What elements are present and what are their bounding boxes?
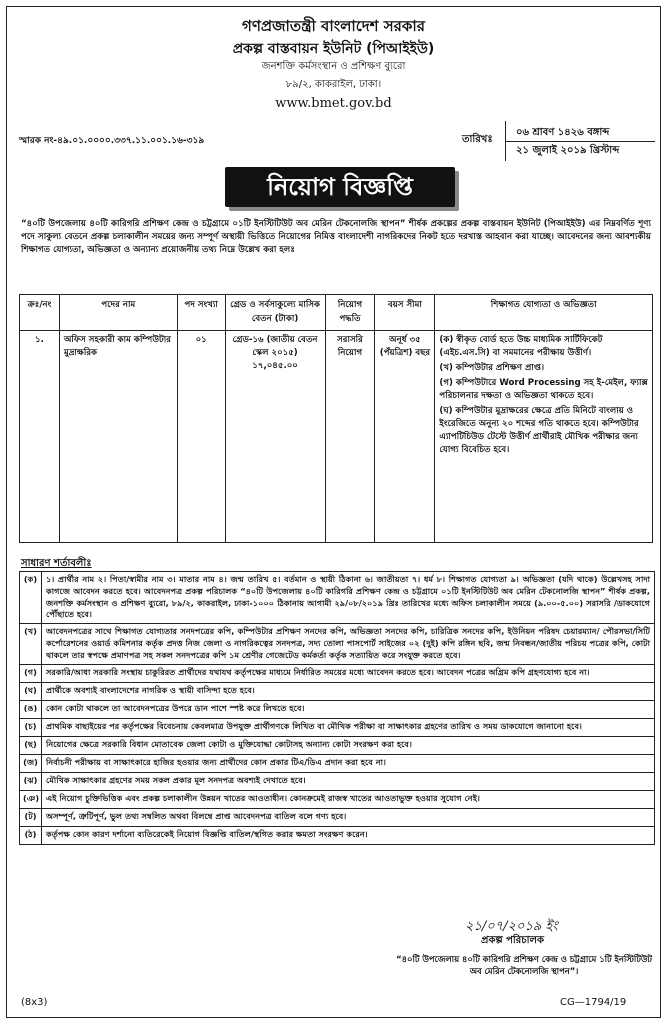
unit-heading: প্রকল্প বাস্তবায়ন ইউনিট (পিআইইউ) [232,41,435,57]
qualification-item: (খ) কম্পিউটার প্রশিক্ষণ প্রাপ্ত। [439,363,545,373]
term-item [19,683,655,701]
date-english: ২১ জুলাই ২০১৯ খ্রিস্টাব্দ [516,145,620,156]
col-count: পদ সংখ্যা [177,295,225,331]
term-item [19,665,655,683]
term-item [19,755,655,773]
term-item [19,624,655,664]
website-link[interactable]: www.bmet.gov.bd [275,96,392,111]
term-key: (ঞ) [20,791,42,808]
signer-project: “৪০টি উপজেলায় ৪০টি কারিগরি প্রশিক্ষণ কেন্দ্র ও চট্টগ্রামে ১টি ইনস্টিটিউট অব মেরিন টেকনোলজি স্থাপন”। [396,954,652,976]
term-key: (চ) [20,719,42,736]
address-line: ৮৯/২, কাকরাইল, ঢাকা। [285,79,382,90]
term-key: (ছ) [20,737,42,754]
term-item [19,571,655,624]
term-item [19,773,655,791]
government-heading: গণপ্রজাতন্ত্রী বাংলাদেশ সরকার [242,17,425,35]
qualification-item: (গ) কম্পিউটারে Word Processing সহ ই-মেইল, ফ্যাক্স পরিচালনার দক্ষতা ও অভিজ্ঞতা থাকতে হবে। [439,378,648,401]
vacancy-table [19,294,653,543]
bureau-heading: জনশক্তি কর্মসংস্থান ও প্রশিক্ষণ ব্যুরো [261,61,406,72]
term-text: কোন কোটা থাকলে তা আবেদনপত্রের উপরে ডান পাশে স্পষ্ট করে লিখতে হবে। [46,702,305,713]
term-item [19,827,655,845]
ad-code: CG—1794/19 [560,997,627,1008]
col-age: বয়স সীমা [375,295,435,331]
term-item [19,791,655,809]
term-item [19,809,655,827]
table-row [20,331,653,543]
term-key: (ক) [20,572,42,623]
cell-serial: ১. [20,331,60,543]
term-text: আবেদনপত্রের সাথে শিক্ষাগত যোগ্যতার সনদপত্রের কপি, কম্পিউটার প্রশিক্ষণ সনদের কপি, অভিজ্ঞতা সনদের কপি, চারিত্রিক সনদের কপি, ইউনিয়ন পরিষদ চেয়ারম্যান/ পৌরসভা/সিটি কর্পোরেশনের ওয়ার্ড কমিশনার কর্তৃক প্রদত্ত নিজ জেলা ও নাগরিকত্বের সনদপত্র, সদ্য তোলা পাসপোর্ট সাইজের ০২ (দুই) কপি রঙ্গিন ছবি, জন্ম নিবন্ধন/জাতীয় পরিচয় পত্রের কপি, কোটা থাকলে তার স্বপক্ষে প্রমাণপত্র সহ সকল সনদপত্রের কপি ১ম শ্রেণীর গেজেটেড কর্মকর্তা কর্তৃক সত্যায়িত করে সংযুক্ত করতে হবে। [46,626,650,660]
term-item [19,701,655,719]
cell-qualifications [435,331,653,543]
qualification-item: (ক) স্বীকৃত বোর্ড হতে উচ্চ মাধ্যমিক সার্টিফিকেট (এইচ.এস.সি) বা সমমানের পরীক্ষায় উত্তীর্ণ। [439,335,603,358]
term-text: অসম্পূর্ণ, ত্রুটিপূর্ণ, ভুল তথ্য সম্বলিত অথবা বিলম্বে প্রাপ্ত আবেদনপত্র বাতিল বলে গণ্য হবে। [46,810,347,821]
ad-size: (8x3) [21,997,48,1008]
term-text: মৌখিক সাক্ষাৎকার গ্রহণের সময় সকল প্রকার মূল সনদপত্র অবশ্যই দেখাতে হবে। [46,774,306,785]
term-item [19,719,655,737]
term-key: (ঙ) [20,701,42,718]
date-bangla: ০৬ শ্রাবণ ১৪২৬ বঙ্গাব্দ [516,127,610,138]
notice-title: নিয়োগ বিজ্ঞপ্তি [225,167,455,207]
cell-age: অনূর্ধ ৩৫ (পঁয়ত্রিশ) বছর [375,331,435,543]
qualification-item: (ঘ) কম্পিউটার মুদ্রাক্ষরের ক্ষেত্রে প্রতি মিনিটে বাংলায় ও ইংরেজিতে অনুন্য ২০ শব্দের গতি থাকতে হবে। কম্পিউটার এ্যাপটিচিউড টেস্টে উত্তীর্ণ প্রার্থীরাই মৌখিক পরীক্ষার জন্য যোগ্য বিবেচিত হবে। [439,406,639,455]
term-key: (ট) [20,809,42,826]
term-key: (ঠ) [20,827,42,844]
col-qualification: শিক্ষাগত যোগ্যতা ও অভিজ্ঞতা [435,295,653,331]
signer-title: প্রকল্প পরিচালক [481,935,544,946]
term-key: (ঝ) [20,773,42,790]
col-method: নিয়োগ পদ্ধতি [325,295,375,331]
memo-number: স্মারক নং-৪৯.০১.০০০০.৩৩৭.১১.০০১.১৬-৩১৯ [19,136,205,146]
table-header-row [20,295,653,331]
term-key: (জ) [20,755,42,772]
term-key: (খ) [20,624,42,663]
date-divider [505,141,655,142]
term-item [19,737,655,755]
intro-paragraph: “৪০টি উপজেলায় ৪০টি কারিগরি প্রশিক্ষণ কেন্দ্র ও চট্টগ্রামে ০১টি ইনস্টিটিউট অব মেরিন টেকনোলজি স্থাপন” শীর্ষক প্রকল্পের প্রকল্প বাস্তবায়ন ইউনিট (পিআইইউ) এর নিম্নবর্ণিত শূণ্য পদে সাকুল্য বেতনে প্রকল্প চলাকালীন সময়ের জন্য সম্পূর্ণ অস্থায়ী ভিত্তিতে নিয়োগের নিমিত্ত বাংলাদেশী নাগরিকদের নিকট হতে দরখাস্ত আহবান করা যাচ্ছে। আবেদনের জন্য আবশ্যকীয় শিক্ষাগত যোগ্যতা, অভিজ্ঞতা ও অন্যান্য প্রয়োজনীয় তথ্য নিম্নে উল্লেখ করা হলঃ [21,219,651,255]
term-text: নির্বাচনী পরীক্ষায় বা সাক্ষাৎকারে হাজির হওয়ার জন্য প্রার্থীদের কোন প্রকার টিএ/ডিএ প্রদান করা হবে না। [46,756,386,767]
term-text: প্রাথমিক বাছাইয়ের পর কর্তৃপক্ষের বিবেচনায় কেবলমাত্র উপযুক্ত প্রার্থীগণকে লিখিত বা মৌখিক পরীক্ষা বা সাক্ষাৎকার গ্রহণের তারিখ ও সময় ডাকযোগে জানানো হবে। [46,720,582,731]
signature: ২১/০৭/২০১৯ ইং [465,919,558,934]
cell-post: অফিস সহকারী কাম কম্পিউটার মুদ্রাক্ষরিক [59,331,177,543]
terms-heading: সাধারণ শর্তাবলীঃ [21,558,92,569]
cell-method: সরাসরি নিয়োগ [325,331,375,543]
term-text: কর্তৃপক্ষ কোন কারণ দর্শানো ব্যতিরেকেই নিয়োগ বিজ্ঞপ্তি বাতিল/স্থগিত করার ক্ষমতা সংরক্ষণ করেন। [46,828,368,839]
term-key: (গ) [20,665,42,682]
col-serial: ক্রঃ/নং [20,295,60,331]
date-label: তারিখঃ [462,134,493,145]
col-grade: গ্রেড ও সর্বসাকুল্যে মাসিক বেতন (টাকা) [225,295,325,331]
term-text: এই নিয়োগ চুক্তিভিত্তিক এবং প্রকল্প চলাকালীন উন্নয়ন খাতের আওতাধীন। কোনক্রমেই রাজস্ব খাতের আওতাভুক্ত হওয়ার সুযোগ নেই। [46,792,480,803]
term-key: (ঘ) [20,683,42,700]
cell-grade: গ্রেড-১৬ (জাতীয় বেতন স্কেল ২০১৫) ১৭,০৪৫.০০ [225,331,325,543]
notice-page [6,6,661,1018]
term-text: সরকারি/আধা সরকারি সংস্থায় চাকুরিরত প্রার্থীদের যথাযথ কর্তৃপক্ষের মাধ্যমে নির্ধারিত সময়ের মধ্যে আবেদন করতে হবে। আবেদন পত্রের অগ্রিম কপি গ্রহণযোগ্য হবে না। [46,666,590,677]
term-text: নিয়োগের ক্ষেত্রে সরকারি বিধান মোতাবেক জেলা কোটা ও মুক্তিযোদ্ধা কোটাসহ অন্যান্য কোটা সংরক্ষণ করা হবে। [46,738,412,749]
col-post: পদের নাম [59,295,177,331]
cell-count: ০১ [177,331,225,543]
term-text: প্রার্থীকে অবশ্যই বাংলাদেশের নাগরিক ও স্থায়ী বাসিন্দা হতে হবে। [46,684,255,695]
terms-list [19,571,655,845]
term-text: ১। প্রার্থীর নাম ২। পিতা/স্বামীর নাম ৩। মাতার নাম ৪। জন্ম তারিখ ৫। বর্তমান ও স্থায়ী ঠিকানা ৬। জাতীয়তা ৭। ধর্ম ৮। শিক্ষাগত যোগ্যতা ৯। অভিজ্ঞতা (যদি থাকে) উল্লেখসহ সাদা কাগজে আবেদন করতে হবে। আবেদনপত্র প্রকল্প পরিচালক “৪০টি উপজেলায় ৪০টি কারিগরি প্রশিক্ষণ কেন্দ্র ও চট্টগ্রামে ০১টি ইনস্টিটিউট অব মেরিন টেকনোলজি স্থাপন” শীর্ষক প্রকল্প, জনশক্তি কর্মসংস্থান ও প্রশিক্ষণ ব্যুরো, ৮৯/২, কাকরাইল, ঢাকা-১০০০ ঠিকানায় আগামী ২৯/০৮/২০১৯ খ্রিঃ তারিখের মধ্যে অফিস চলাকালীন সময়ে (৯.০০-৫.০০) সরাসরি /ডাকযোগে পৌঁছাতে হবে। [46,574,650,620]
